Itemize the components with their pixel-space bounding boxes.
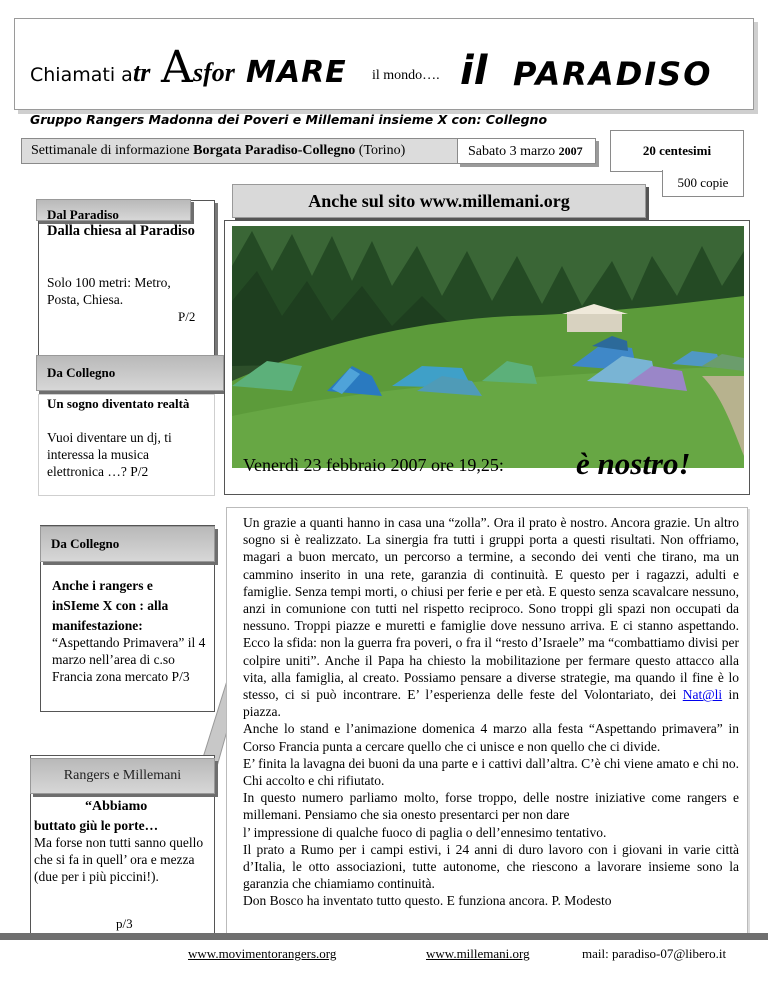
article-para-1	[243, 514, 739, 720]
camp-photo	[232, 226, 744, 468]
info-bar	[21, 138, 462, 164]
footer-link-millemani[interactable]: www.millemani.org	[426, 946, 530, 961]
info-suffix: (Torino)	[355, 143, 406, 158]
tab-da-collegno-1: Da Collegno	[36, 355, 224, 391]
photo-caption-big: è nostro!	[576, 446, 691, 481]
natali-link[interactable]: Nat@li	[682, 687, 723, 703]
article-para-4: In questo numero parliamo molto, forse troppo, delle nostre iniziative come rangers e millemani. Pensiamo che sia onesto presentarci per non dare	[243, 790, 739, 823]
footer-link-rangers[interactable]: www.movimentorangers.org	[188, 946, 337, 961]
article-para-5: l’ impressione di qualche fuoco di paglia o dell’ennesimo tentativo.	[243, 824, 607, 840]
copies-box: 500 copie	[662, 170, 744, 197]
article-para-6: Il prato a Rumo per i campi estivi, i 24 anni di duro lavoro con i giovani in varie città d’Italia, le otto associazioni, tutte autonome, che riescono a lavorare insieme sono la garanzia che chiamiamo continuità.	[243, 841, 739, 892]
editorial-article	[243, 514, 739, 910]
box2-body: Vuoi diventare un dj, ti interessa la musica elettronica …? P/2	[47, 430, 172, 479]
tab-da-collegno-2: Da Collegno	[40, 526, 215, 562]
box4-text: Ma forse non tutti sanno quello che si fa in quell’ ora e mezza (due per i più piccini!).	[34, 835, 204, 884]
info-bold: Borgata Paradiso-Collegno	[193, 143, 356, 158]
box4-body	[34, 817, 204, 885]
box2-title: Un sogno diventato realtà	[47, 396, 190, 411]
tab-dal-paradiso: Dal Paradiso	[36, 199, 191, 221]
box1-body: Solo 100 metri: Metro, Posta, Chiesa.	[47, 275, 171, 307]
masthead-subtitle: Gruppo Rangers Madonna dei Poveri e Millemani insieme X con: Collegno	[30, 112, 548, 127]
box1-page: P/2	[178, 309, 196, 324]
box3-title	[52, 576, 202, 636]
date-box	[457, 138, 596, 164]
article-para-3: E’ finita la lavagna dei buoni da una parte e i cattivi dall’altra. C’è chi viene amato e chi no. Chi accolto e chi rifiutato.	[243, 755, 739, 789]
masthead-sfor: sfor	[193, 58, 235, 87]
masthead-tr: tr	[133, 58, 151, 87]
info-prefix: Settimanale di informazione	[31, 143, 194, 158]
box3-title-line2: inSIeme X con : alla manifestazione:	[52, 598, 169, 633]
article-para-2: Anche lo stand e l’animazione domenica 4 marzo alla festa “Aspettando primavera” in Corso Francia punta a cercare quello che ci unisce e non quello che ci divide.	[243, 721, 739, 754]
date-text: Sabato 3 marzo	[468, 144, 559, 159]
masthead-mare: MARE	[246, 55, 347, 90]
box1-title: Dalla chiesa al Paradiso	[47, 223, 195, 239]
article-para-7: Don Bosco ha inventato tutto questo. E funziona ancora. P. Modesto	[243, 893, 612, 909]
box4-title: “Abbiamo	[85, 799, 148, 814]
price-box: 20 centesimi	[610, 130, 744, 172]
date-year: 2007	[558, 144, 583, 158]
masthead-il: il	[460, 48, 488, 94]
box4-title2: buttato giù le porte…	[34, 818, 159, 833]
box3-body: “Aspettando Primavera” il 4 marzo nell’area di c.so Francia zona mercato P/3	[52, 635, 206, 684]
masthead-chiamati: Chiamati a	[30, 64, 133, 86]
article-p1-end: in piazza.	[243, 687, 739, 720]
footer-mail: mail: paradiso-07@libero.it	[582, 946, 727, 961]
article-p1-text: Un grazie a quanti hanno in casa una “zolla”. Ora il prato è nostro. Ancora grazie. Un altro sogno si è realizzato. La sinergia fra tutti i gruppi porta a questi risultati. Non offriamo, magari a buon mercato, un percorso a termine, a secondo dei venti che tirano, ma un cammino inserito in una rete, garanzia di continuità. E questo per i ragazzi, adulti e famiglie. Senza tempi morti, o chiusi per ferie e per età. E questo senza scavalcare nessuno, anzi in comunione con tutti nel rispetto reciproco. Sono troppi gli spazi non occupati da nessuno. Troppi piazze e muretti e famiglie dove nessuno arriva. E ci stanno aspettando. Ecco la sfida: non la guerra fra poveri, o fra il “resto d’Israele” ma “combattiamo divisi per colpire uniti”. Anche il Papa ha chiesto la mobilitazione per fermare questo attacco alla vita, alla famiglia, al creato. Possiamo pensare a diverse strategie, ma quando il fine è lo stesso, ci si può incontrare. E’ l’esperienza delle feste del Volontariato, dei	[243, 515, 739, 703]
box3-title-line1: Anche i rangers e	[52, 578, 153, 593]
tab-rangers-millemani: Rangers e Millemani	[30, 758, 215, 794]
masthead-paradiso: PARADISO	[513, 55, 713, 93]
website-banner: Anche sul sito www.millemani.org	[232, 184, 646, 218]
masthead-a: A	[161, 42, 193, 93]
box4-page: p/3	[116, 916, 133, 931]
photo-caption: Venerdì 23 febbraio 2007 ore 19,25:	[243, 455, 504, 475]
masthead-mondo: il mondo….	[372, 68, 440, 83]
